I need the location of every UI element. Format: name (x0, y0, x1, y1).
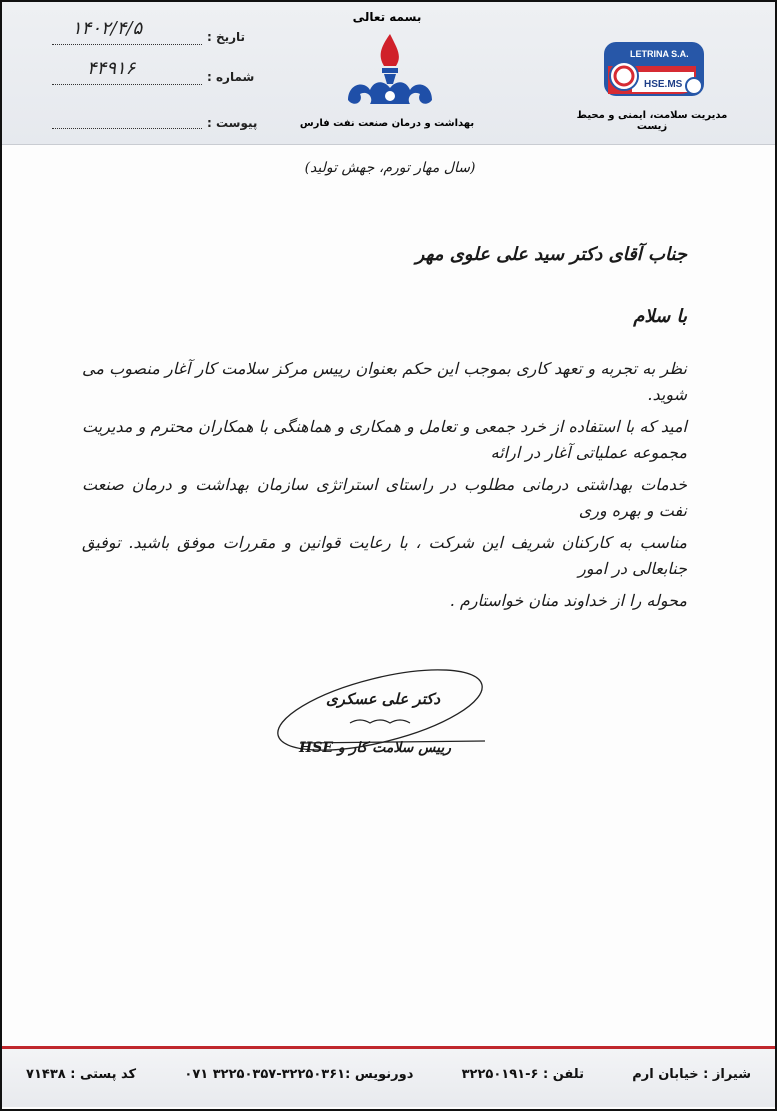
hse-logo (602, 40, 712, 98)
invocation: بسمه تعالی (352, 10, 422, 24)
number-label: شماره : (207, 70, 255, 84)
footer-address: شیراز : خیابان ارم (632, 1067, 751, 1082)
oil-company-logo (340, 30, 440, 110)
body-line: نظر به تجربه و تعهد کاری بموجب این حکم بعنوان رییس مرکز سلامت کار آغار منصوب می شوید. (82, 359, 687, 404)
body-line: مناسب به کارکنان شریف این شرکت ، با رعایت قوانین و مقررات موفق باشید. توفیق جنابعالی در امور (82, 533, 687, 578)
signatory-title: رییس سلامت کار و HSE (298, 740, 452, 756)
attachment-label: پیوست : (207, 116, 258, 130)
number-value: ۴۴۹۱۶ (87, 58, 136, 79)
year-motto: (سال مهار تورم، جهش تولید) (304, 160, 476, 176)
organization-name: بهداشت و درمان صنعت نفت فارس (299, 118, 475, 129)
footer-postal-code: کد پستی : ۷۱۴۳۸ (26, 1067, 137, 1082)
date-value: ۱۴۰۲/۴/۵ (72, 18, 143, 39)
hse-department: مدیریت سلامت، ایمنی و محیط زیست (576, 110, 728, 132)
logo-text-letrina: LETRINA S.A. (630, 49, 689, 59)
date-label: تاریخ : (207, 30, 246, 44)
attachment-dots (52, 128, 202, 129)
letterhead (2, 2, 775, 145)
body-line: محوله را از خداوند منان خواستارم . (449, 591, 687, 610)
body-line: امید که با استفاده از خرد جمعی و تعامل و همکاری و هماهنگی با همکاران محترم و مدیریت مجموعه عملیاتی آغار در ارائه (82, 417, 687, 462)
footer-phone: تلفن : ۶-۳۲۲۵۰۱۹۱ (461, 1067, 584, 1082)
letter-body (82, 356, 687, 620)
signatory-name: دکتر علی عسکری (325, 690, 441, 708)
number-dots (52, 84, 202, 85)
salutation: با سلام (633, 306, 687, 327)
footer-fax: دورنویس :۳۲۲۵۰۳۶۱-۳۲۲۵۰۳۵۷ ۰۷۱ (184, 1067, 414, 1082)
recipient: جناب آقای دکتر سید علی علوی مهر (415, 244, 687, 265)
date-dots (52, 44, 202, 45)
footer (2, 1049, 775, 1107)
body-line: خدمات بهداشتی درمانی مطلوب در راستای استراتژی سازمان بهداشت و درمان صنعت نفت و بهره وری (82, 475, 687, 520)
signature-scribble (270, 665, 500, 785)
logo-text-hsems: HSE.MS (644, 79, 683, 90)
